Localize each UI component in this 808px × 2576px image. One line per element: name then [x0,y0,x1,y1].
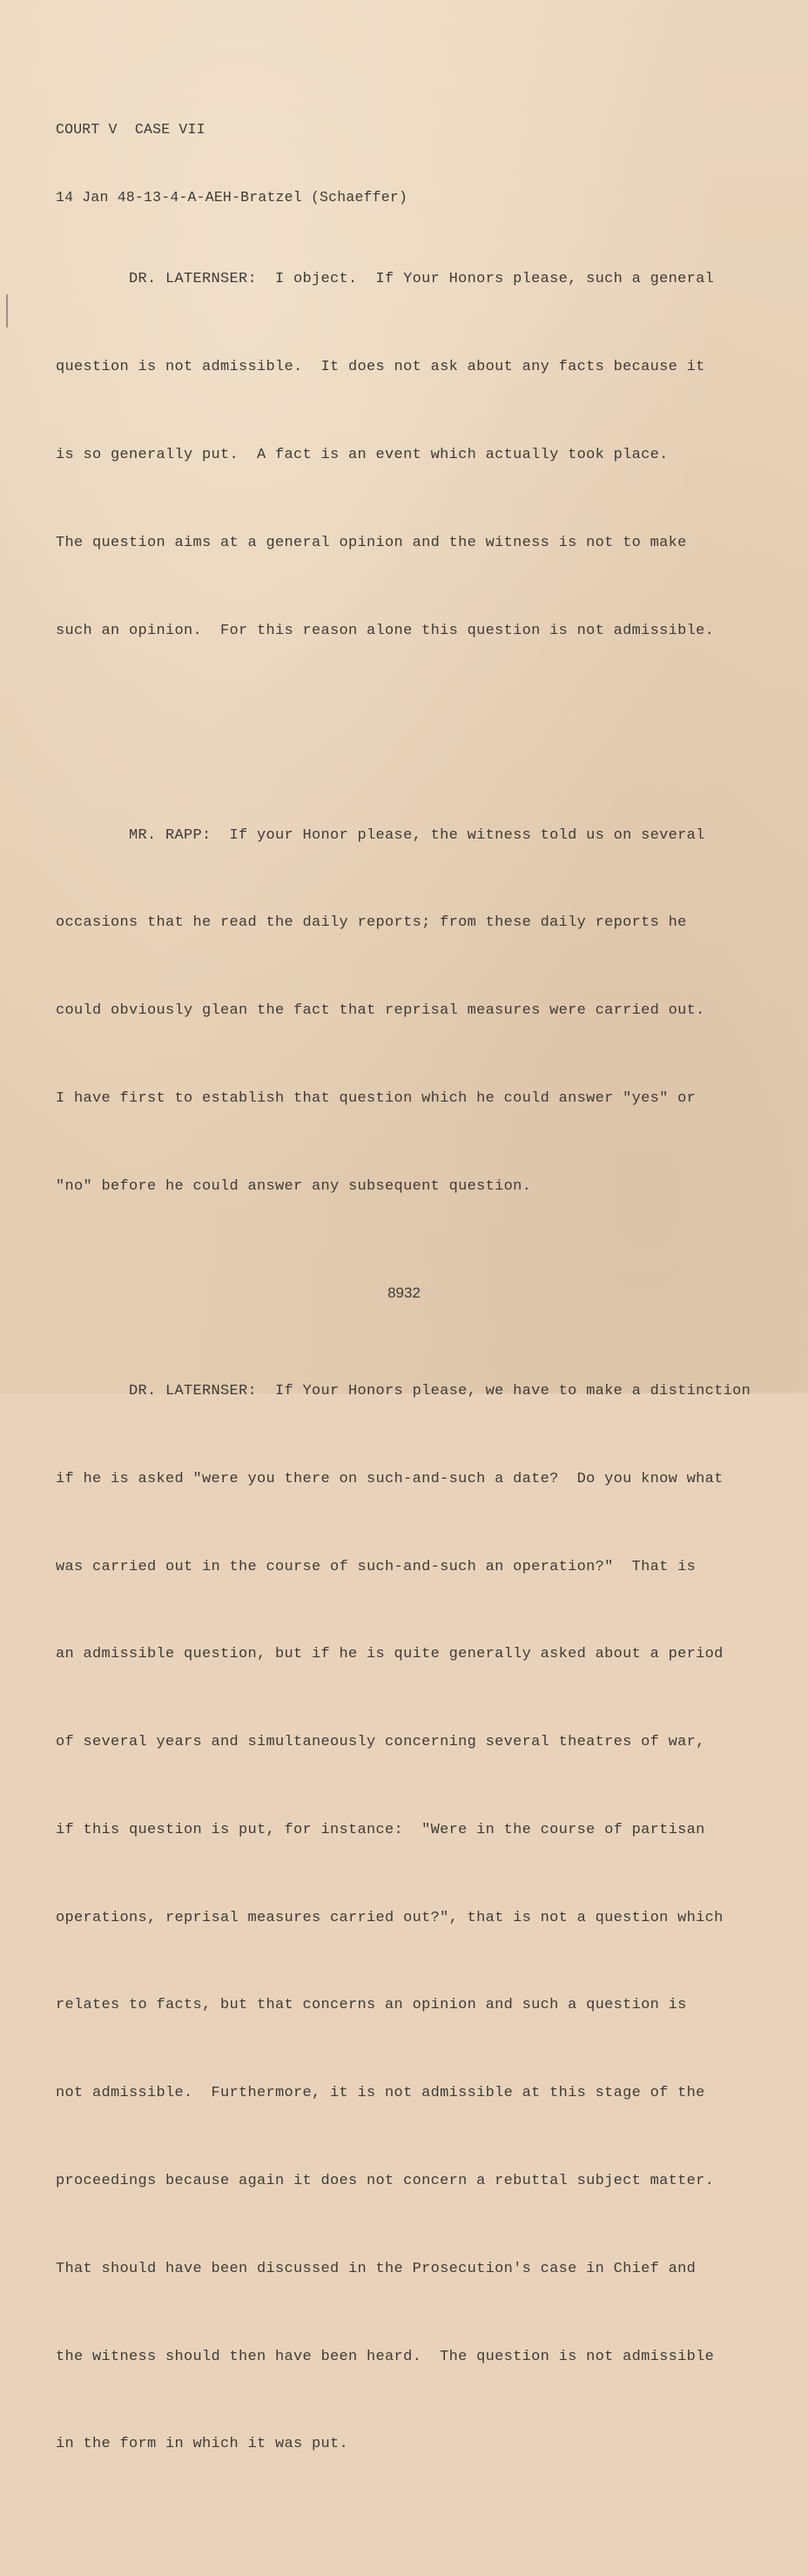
text-line: occasions that he read the daily reports; from these daily reports he [56,914,687,932]
text-line: relates to facts, but that concerns an opinion and such a question is [56,1997,687,2014]
court-case-line: COURT V CASE VII [56,121,205,138]
text-line: was carried out in the course of such-and-such an operation?" That is [56,1558,697,1575]
text-line: MR. RAPP: If your Honor please, the witness told us on several [56,826,705,844]
margin-mark [6,294,8,327]
text-line: an admissible question, but if he is quite generally asked about a period [56,1646,724,1663]
text-line: operations, reprisal measures carried out?", that is not a question which [56,1909,724,1926]
text-line: if this question is put, for instance: "Were in the course of partisan [56,1821,705,1838]
transcript-body [56,148,751,2576]
text-line: in the form in which it was put. [56,2436,349,2453]
text-line: DR. LATERNSER: I object. If Your Honors please, such a general [56,271,715,288]
text-line: such an opinion. For this reason alone this question is not admissible. [56,622,715,639]
text-line: is so generally put. A fact is an event which actually took place. [56,446,669,463]
text-line: The question aims at a general opinion and the witness is not to make [56,534,687,551]
text-line: proceedings because again it does not concern a rebuttal subject matter. [56,2172,715,2189]
text-line: "no" before he could answer any subsequent question. [56,1177,532,1195]
page-number: 8932 [387,1285,421,1301]
text-line: DR. LATERNSER: If Your Honors please, we have to make a distinction [56,1382,751,1399]
paragraph-laternser-distinction [56,1318,751,2518]
text-line: if he is asked "were you there on such-and-such a date? Do you know what [56,1470,724,1487]
date-reference-line: 14 Jan 48-13-4-A-AEH-Bratzel (Schaeffer) [56,188,408,206]
text-line: I have first to establish that question which he could answer "yes" or [56,1090,697,1107]
text-line: not admissible. Furthermore, it is not admissible at this stage of the [56,2085,705,2102]
paragraph-rapp-response [56,762,717,1259]
text-line: the witness should then have been heard. The question is not admissible [56,2348,715,2365]
text-line: could obviously glean the fact that reprisal measures were carried out. [56,1002,705,1020]
text-line: That should have been discussed in the Prosecution's case in Chief and [56,2260,697,2277]
text-line: of several years and simultaneously concerning several theatres of war, [56,1734,705,1751]
paragraph-laternser-objection [56,206,717,704]
text-line: question is not admissible. It does not ask about any facts because it [56,359,705,376]
